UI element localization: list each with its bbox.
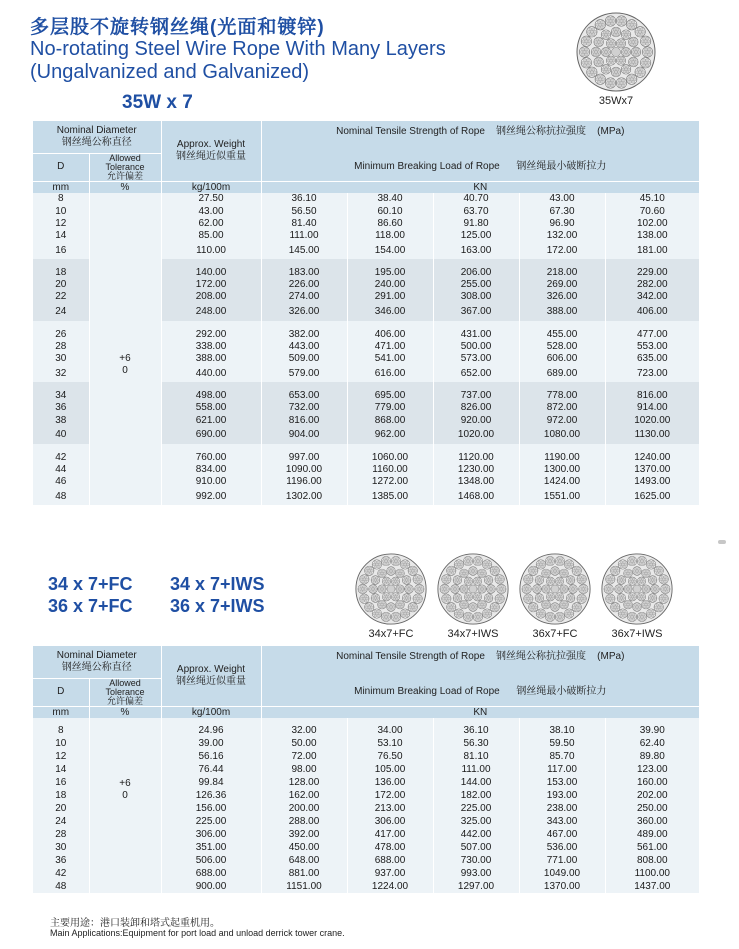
cell-load-1670: 86.60 [347, 217, 433, 229]
approx-weight-header: Approx. Weight 钢丝绳近似重量 [161, 121, 261, 181]
cell-load-1670: 688.00 [347, 854, 433, 867]
cell-load-1770: 81.10 [433, 750, 519, 763]
cell-load-1870: 771.00 [519, 854, 605, 867]
cell-load-1570: 162.00 [261, 789, 347, 802]
cell-load-1670: 478.00 [347, 841, 433, 854]
cell-load-1770: 325.00 [433, 815, 519, 828]
cell-load-1770: 1297.00 [433, 880, 519, 893]
cell-load-1770: 367.00 [433, 303, 519, 320]
rope-cross-section-34x7-iws [437, 553, 509, 625]
cell-load-1670: 1060.00 [347, 444, 433, 464]
cell-load-1960: 229.00 [605, 259, 699, 279]
cell-load-1670: 346.00 [347, 303, 433, 320]
cell-diameter: 14 [33, 763, 89, 776]
cell-load-1870: 343.00 [519, 815, 605, 828]
cell-load-1960: 360.00 [605, 815, 699, 828]
cell-weight: 172.00 [161, 279, 261, 291]
cell-load-1870: 172.00 [519, 242, 605, 259]
cell-load-1670: 541.00 [347, 353, 433, 365]
cell-load-1870: 1300.00 [519, 464, 605, 476]
cell-load-1960: 282.00 [605, 279, 699, 291]
approx-weight-header-2: Approx. Weight 钢丝绳近似重量 [161, 646, 261, 706]
cell-load-1770: 308.00 [433, 291, 519, 303]
cell-load-1870: 689.00 [519, 365, 605, 382]
cell-weight: 126.36 [161, 789, 261, 802]
cell-load-1570: 81.40 [261, 217, 347, 229]
cell-load-1770: 1348.00 [433, 476, 519, 488]
nominal-diameter-header-2: Nominal Diameter 钢丝绳公称直径 [33, 646, 161, 678]
model-36x7-fc: 36 x 7+FC [48, 596, 133, 616]
cell-diameter: 20 [33, 802, 89, 815]
cell-weight: 39.00 [161, 737, 261, 750]
cell-weight: 440.00 [161, 365, 261, 382]
cell-load-1570: 32.00 [261, 718, 347, 737]
cell-diameter: 24 [33, 303, 89, 320]
cell-diameter: 14 [33, 230, 89, 242]
cell-load-1870: 455.00 [519, 321, 605, 341]
cell-load-1570: 392.00 [261, 828, 347, 841]
cell-load-1570: 732.00 [261, 402, 347, 414]
rope-cross-section-36x7-iws [601, 553, 673, 625]
cell-load-1670: 76.50 [347, 750, 433, 763]
cell-load-1770: 573.00 [433, 353, 519, 365]
cell-load-1670: 34.00 [347, 718, 433, 737]
cell-load-1960: 1625.00 [605, 488, 699, 505]
cell-load-1670: 962.00 [347, 426, 433, 443]
cell-load-1870: 117.00 [519, 763, 605, 776]
cell-weight: 27.50 [161, 193, 261, 205]
cell-load-1670: 154.00 [347, 242, 433, 259]
title-en-line2: (Ungalvanized and Galvanized) [30, 61, 310, 83]
cell-load-1570: 382.00 [261, 321, 347, 341]
cell-load-1670: 616.00 [347, 365, 433, 382]
rope-cross-section-35w7 [576, 12, 656, 92]
cell-load-1570: 816.00 [261, 414, 347, 426]
cell-load-1870: 85.70 [519, 750, 605, 763]
cell-load-1770: 993.00 [433, 867, 519, 880]
cell-diameter: 38 [33, 414, 89, 426]
cell-load-1960: 181.00 [605, 242, 699, 259]
cell-diameter: 44 [33, 464, 89, 476]
cell-load-1960: 70.60 [605, 205, 699, 217]
cell-load-1670: 1224.00 [347, 880, 433, 893]
cell-weight: 99.84 [161, 776, 261, 789]
cell-diameter: 8 [33, 193, 89, 205]
breaking-load-header-2: Minimum Breaking Load of Rope 钢丝绳最小破断拉力 [261, 678, 699, 706]
cell-diameter: 32 [33, 365, 89, 382]
cell-load-1670: 240.00 [347, 279, 433, 291]
rope-caption-36x7-iws: 36x7+IWS [611, 628, 663, 640]
cell-weight: 43.00 [161, 205, 261, 217]
cell-load-1570: 1302.00 [261, 488, 347, 505]
cell-diameter: 26 [33, 321, 89, 341]
cell-load-1770: 500.00 [433, 341, 519, 353]
cell-load-1670: 136.00 [347, 776, 433, 789]
cell-load-1770: 36.10 [433, 718, 519, 737]
cell-diameter: 22 [33, 291, 89, 303]
cell-diameter: 36 [33, 402, 89, 414]
table-row [33, 193, 699, 205]
cell-load-1960: 89.80 [605, 750, 699, 763]
cell-weight: 900.00 [161, 880, 261, 893]
cell-load-1670: 306.00 [347, 815, 433, 828]
models-section2 [48, 573, 292, 617]
cell-weight: 506.00 [161, 854, 261, 867]
cell-diameter: 28 [33, 341, 89, 353]
tolerance-value: +6 0 [89, 193, 161, 505]
cell-load-1870: 326.00 [519, 291, 605, 303]
cell-load-1870: 972.00 [519, 414, 605, 426]
cell-load-1960: 808.00 [605, 854, 699, 867]
cell-load-1870: 132.00 [519, 230, 605, 242]
cell-load-1960: 635.00 [605, 353, 699, 365]
cell-load-1570: 56.50 [261, 205, 347, 217]
cell-load-1570: 648.00 [261, 854, 347, 867]
cell-load-1770: 737.00 [433, 382, 519, 402]
cell-weight: 834.00 [161, 464, 261, 476]
d-header-2: D [33, 678, 89, 706]
rope-cross-section-34x7-fc [355, 553, 427, 625]
cell-load-1670: 417.00 [347, 828, 433, 841]
cell-weight: 306.00 [161, 828, 261, 841]
cell-load-1770: 163.00 [433, 242, 519, 259]
cell-load-1570: 128.00 [261, 776, 347, 789]
tolerance-header: Allowed Tolerance 允许偏差 [89, 153, 161, 181]
cell-weight: 56.16 [161, 750, 261, 763]
cell-weight: 76.44 [161, 763, 261, 776]
cell-load-1870: 536.00 [519, 841, 605, 854]
cell-load-1770: 63.70 [433, 205, 519, 217]
cell-load-1770: 652.00 [433, 365, 519, 382]
cell-load-1770: 730.00 [433, 854, 519, 867]
unit-mm-2: mm [33, 706, 89, 718]
cell-diameter: 42 [33, 444, 89, 464]
cell-weight: 156.00 [161, 802, 261, 815]
cell-load-1570: 443.00 [261, 341, 347, 353]
cell-load-1770: 826.00 [433, 402, 519, 414]
cell-load-1670: 1385.00 [347, 488, 433, 505]
cell-diameter: 48 [33, 880, 89, 893]
cell-weight: 351.00 [161, 841, 261, 854]
cell-diameter: 24 [33, 815, 89, 828]
cell-diameter: 48 [33, 488, 89, 505]
cell-load-1960: 1240.00 [605, 444, 699, 464]
cell-load-1960: 723.00 [605, 365, 699, 382]
tensile-strength-header-2: Nominal Tensile Strength of Rope 钢丝绳公称抗拉强度 (MPa) [261, 646, 699, 678]
cell-load-1570: 50.00 [261, 737, 347, 750]
cell-load-1670: 38.40 [347, 193, 433, 205]
cell-load-1870: 1190.00 [519, 444, 605, 464]
cell-load-1870: 43.00 [519, 193, 605, 205]
cell-load-1670: 779.00 [347, 402, 433, 414]
cell-load-1670: 1160.00 [347, 464, 433, 476]
cell-diameter: 18 [33, 259, 89, 279]
breaking-load-header: Minimum Breaking Load of Rope 钢丝绳最小破断拉力 [261, 153, 699, 181]
cell-load-1570: 111.00 [261, 230, 347, 242]
cell-load-1570: 226.00 [261, 279, 347, 291]
cell-diameter: 20 [33, 279, 89, 291]
cell-load-1570: 200.00 [261, 802, 347, 815]
title-en-line1: No-rotating Steel Wire Rope With Many Layers [30, 38, 446, 60]
cell-load-1770: 91.80 [433, 217, 519, 229]
cell-weight: 688.00 [161, 867, 261, 880]
cell-load-1870: 38.10 [519, 718, 605, 737]
cell-load-1870: 1370.00 [519, 880, 605, 893]
cell-load-1960: 202.00 [605, 789, 699, 802]
unit-kn-2: KN [261, 706, 699, 718]
cell-weight: 558.00 [161, 402, 261, 414]
cell-load-1670: 60.10 [347, 205, 433, 217]
unit-pct: % [89, 181, 161, 193]
unit-kn: KN [261, 181, 699, 193]
cell-load-1770: 507.00 [433, 841, 519, 854]
cell-diameter: 40 [33, 426, 89, 443]
unit-pct-2: % [89, 706, 161, 718]
cell-load-1960: 477.00 [605, 321, 699, 341]
cell-diameter: 8 [33, 718, 89, 737]
cell-load-1960: 1437.00 [605, 880, 699, 893]
cell-load-1770: 182.00 [433, 789, 519, 802]
cell-load-1670: 406.00 [347, 321, 433, 341]
cell-diameter: 30 [33, 353, 89, 365]
cell-load-1770: 442.00 [433, 828, 519, 841]
cell-weight: 498.00 [161, 382, 261, 402]
cell-load-1570: 509.00 [261, 353, 347, 365]
cell-load-1870: 238.00 [519, 802, 605, 815]
rope-caption-36x7-fc: 36x7+FC [532, 628, 578, 640]
applications-en: Main Applications:Equipment for port load and unload derrick tower crane. [50, 928, 345, 938]
cell-load-1670: 53.10 [347, 737, 433, 750]
unit-weight-2: kg/100m [161, 706, 261, 718]
cell-load-1670: 105.00 [347, 763, 433, 776]
model-34x7-iws: 34 x 7+IWS [170, 574, 265, 594]
rope-caption-35w7: 35Wx7 [598, 95, 634, 107]
cell-load-1960: 561.00 [605, 841, 699, 854]
cell-load-1960: 62.40 [605, 737, 699, 750]
cell-load-1770: 225.00 [433, 802, 519, 815]
cell-load-1960: 102.00 [605, 217, 699, 229]
cell-load-1570: 450.00 [261, 841, 347, 854]
cell-load-1570: 98.00 [261, 763, 347, 776]
cell-load-1570: 1090.00 [261, 464, 347, 476]
cell-load-1870: 467.00 [519, 828, 605, 841]
unit-weight: kg/100m [161, 181, 261, 193]
page-title-en [30, 38, 446, 84]
applications-cn: 主要用途：港口装卸和塔式起重机用。 [50, 918, 220, 929]
cell-load-1570: 653.00 [261, 382, 347, 402]
cell-load-1960: 123.00 [605, 763, 699, 776]
cell-load-1670: 118.00 [347, 230, 433, 242]
cell-diameter: 46 [33, 476, 89, 488]
cell-load-1870: 96.90 [519, 217, 605, 229]
cell-load-1960: 1493.00 [605, 476, 699, 488]
cell-load-1870: 193.00 [519, 789, 605, 802]
cell-load-1570: 1151.00 [261, 880, 347, 893]
cell-weight: 85.00 [161, 230, 261, 242]
cell-load-1960: 45.10 [605, 193, 699, 205]
cell-weight: 910.00 [161, 476, 261, 488]
cell-diameter: 42 [33, 867, 89, 880]
cell-load-1770: 1468.00 [433, 488, 519, 505]
cell-diameter: 16 [33, 242, 89, 259]
cell-weight: 992.00 [161, 488, 261, 505]
cell-load-1960: 342.00 [605, 291, 699, 303]
cell-load-1870: 778.00 [519, 382, 605, 402]
unit-mm: mm [33, 181, 89, 193]
cell-load-1770: 920.00 [433, 414, 519, 426]
cell-load-1570: 36.10 [261, 193, 347, 205]
tolerance-header-2: Allowed Tolerance 允许偏差 [89, 678, 161, 706]
cell-load-1570: 904.00 [261, 426, 347, 443]
cell-diameter: 16 [33, 776, 89, 789]
cell-load-1960: 553.00 [605, 341, 699, 353]
cell-load-1870: 1080.00 [519, 426, 605, 443]
cell-weight: 62.00 [161, 217, 261, 229]
cell-load-1570: 997.00 [261, 444, 347, 464]
cell-load-1570: 288.00 [261, 815, 347, 828]
cell-load-1670: 172.00 [347, 789, 433, 802]
cell-load-1670: 213.00 [347, 802, 433, 815]
cell-load-1770: 144.00 [433, 776, 519, 789]
cell-load-1670: 471.00 [347, 341, 433, 353]
tolerance-value: +6 0 [89, 718, 161, 893]
cell-load-1770: 1230.00 [433, 464, 519, 476]
cell-weight: 248.00 [161, 303, 261, 320]
cell-load-1670: 937.00 [347, 867, 433, 880]
cell-load-1570: 72.00 [261, 750, 347, 763]
cell-load-1670: 695.00 [347, 382, 433, 402]
cell-diameter: 10 [33, 205, 89, 217]
page-title-cn: 多层股不旋转钢丝绳(光面和镀锌) [30, 17, 325, 38]
cell-load-1770: 111.00 [433, 763, 519, 776]
cell-load-1770: 40.70 [433, 193, 519, 205]
cell-load-1870: 218.00 [519, 259, 605, 279]
cell-load-1670: 291.00 [347, 291, 433, 303]
cell-load-1960: 914.00 [605, 402, 699, 414]
tensile-strength-header: Nominal Tensile Strength of Rope 钢丝绳公称抗拉强度 (MPa) [261, 121, 699, 153]
cell-load-1960: 489.00 [605, 828, 699, 841]
cell-load-1960: 250.00 [605, 802, 699, 815]
cell-load-1670: 868.00 [347, 414, 433, 426]
cell-load-1960: 138.00 [605, 230, 699, 242]
cell-weight: 140.00 [161, 259, 261, 279]
spec-table-35w7 [33, 121, 699, 505]
model-34x7-fc: 34 x 7+FC [48, 574, 133, 594]
cell-load-1570: 579.00 [261, 365, 347, 382]
cell-load-1670: 1272.00 [347, 476, 433, 488]
cell-weight: 338.00 [161, 341, 261, 353]
cell-weight: 690.00 [161, 426, 261, 443]
cell-load-1870: 606.00 [519, 353, 605, 365]
cell-load-1960: 816.00 [605, 382, 699, 402]
cell-load-1570: 183.00 [261, 259, 347, 279]
cell-load-1870: 59.50 [519, 737, 605, 750]
cell-load-1960: 1100.00 [605, 867, 699, 880]
rope-caption-34x7-iws: 34x7+IWS [447, 628, 499, 640]
cell-diameter: 10 [33, 737, 89, 750]
cell-weight: 225.00 [161, 815, 261, 828]
cell-load-1570: 1196.00 [261, 476, 347, 488]
cell-load-1870: 872.00 [519, 402, 605, 414]
cell-weight: 388.00 [161, 353, 261, 365]
cell-weight: 760.00 [161, 444, 261, 464]
rope-caption-34x7-fc: 34x7+FC [368, 628, 414, 640]
cell-load-1960: 406.00 [605, 303, 699, 320]
cell-diameter: 34 [33, 382, 89, 402]
cell-load-1570: 145.00 [261, 242, 347, 259]
cell-load-1570: 274.00 [261, 291, 347, 303]
cell-load-1870: 1049.00 [519, 867, 605, 880]
cell-load-1960: 1370.00 [605, 464, 699, 476]
cell-load-1770: 1120.00 [433, 444, 519, 464]
cell-diameter: 36 [33, 854, 89, 867]
cell-load-1770: 1020.00 [433, 426, 519, 443]
spec-table-34-36x7 [33, 646, 699, 893]
cell-load-1770: 206.00 [433, 259, 519, 279]
cell-load-1670: 195.00 [347, 259, 433, 279]
cell-load-1870: 153.00 [519, 776, 605, 789]
cell-diameter: 18 [33, 789, 89, 802]
cell-load-1570: 881.00 [261, 867, 347, 880]
model-label-35w7: 35W x 7 [122, 92, 193, 113]
cell-load-1960: 160.00 [605, 776, 699, 789]
scan-mark [718, 540, 726, 544]
cell-diameter: 28 [33, 828, 89, 841]
cell-load-1960: 1130.00 [605, 426, 699, 443]
cell-load-1960: 39.90 [605, 718, 699, 737]
cell-load-1870: 1424.00 [519, 476, 605, 488]
cell-load-1870: 388.00 [519, 303, 605, 320]
cell-load-1770: 431.00 [433, 321, 519, 341]
cell-diameter: 12 [33, 217, 89, 229]
d-header: D [33, 153, 89, 181]
cell-load-1770: 255.00 [433, 279, 519, 291]
cell-diameter: 12 [33, 750, 89, 763]
cell-weight: 621.00 [161, 414, 261, 426]
nominal-diameter-header: Nominal Diameter 钢丝绳公称直径 [33, 121, 161, 153]
cell-weight: 24.96 [161, 718, 261, 737]
cell-load-1960: 1020.00 [605, 414, 699, 426]
cell-load-1770: 56.30 [433, 737, 519, 750]
table-row [33, 718, 699, 737]
cell-load-1870: 269.00 [519, 279, 605, 291]
rope-cross-section-36x7-fc [519, 553, 591, 625]
cell-load-1770: 125.00 [433, 230, 519, 242]
cell-load-1870: 528.00 [519, 341, 605, 353]
cell-weight: 110.00 [161, 242, 261, 259]
cell-load-1870: 1551.00 [519, 488, 605, 505]
cell-weight: 292.00 [161, 321, 261, 341]
cell-weight: 208.00 [161, 291, 261, 303]
cell-diameter: 30 [33, 841, 89, 854]
cell-load-1870: 67.30 [519, 205, 605, 217]
cell-load-1570: 326.00 [261, 303, 347, 320]
model-36x7-iws: 36 x 7+IWS [170, 596, 265, 616]
